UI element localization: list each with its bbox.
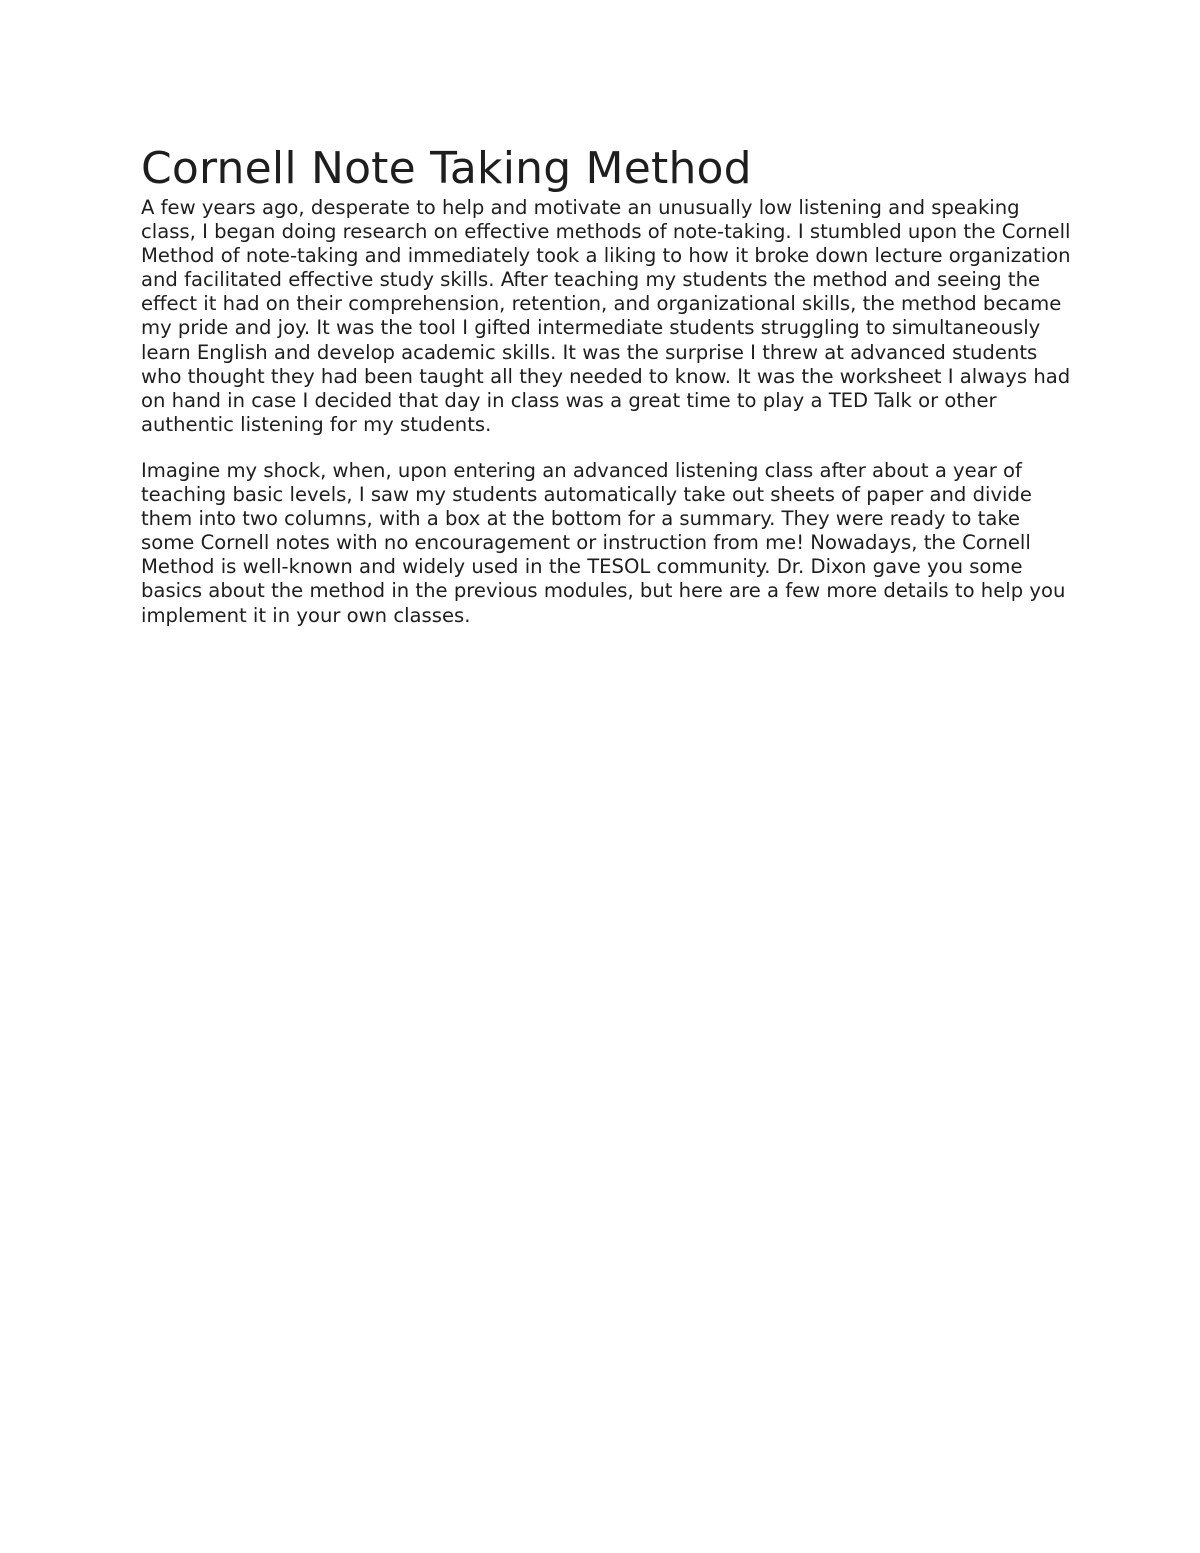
document-title: Cornell Note Taking Method (141, 143, 752, 194)
document-page (141, 142, 1071, 628)
paragraph-1: A few years ago, desperate to help and motivate an unusually low listening and speaking class, I began doing research on effective methods of note-taking. I stumbled upon the Cornell Method of note-taking and immediately took a liking to how it broke down lecture organization and facilitated effective study skills. After teaching my students the method and seeing the effect it had on their comprehension, retention, and organizational skills, the method became my pride and joy. It was the tool I gifted intermediate students struggling to simultaneously learn English and develop academic skills. It was the surprise I threw at advanced students who thought they had been taught all they needed to know. It was the worksheet I always had on hand in case I decided that day in class was a great time to play a TED Talk or other authentic listening for my students. (141, 196, 1071, 436)
paragraph-2: Imagine my shock, when, upon entering an advanced listening class after about a year of teaching basic levels, I saw my students automatically take out sheets of paper and divide them into two columns, with a box at the bottom for a summary. They were ready to take some Cornell notes with no encouragement or instruction from me! Nowadays, the Cornell Method is well-known and widely used in the TESOL community. Dr. Dixon gave you some basics about the method in the previous modules, but here are a few more details to help you implement it in your own classes. (141, 458, 1066, 627)
document-body (141, 196, 1071, 628)
